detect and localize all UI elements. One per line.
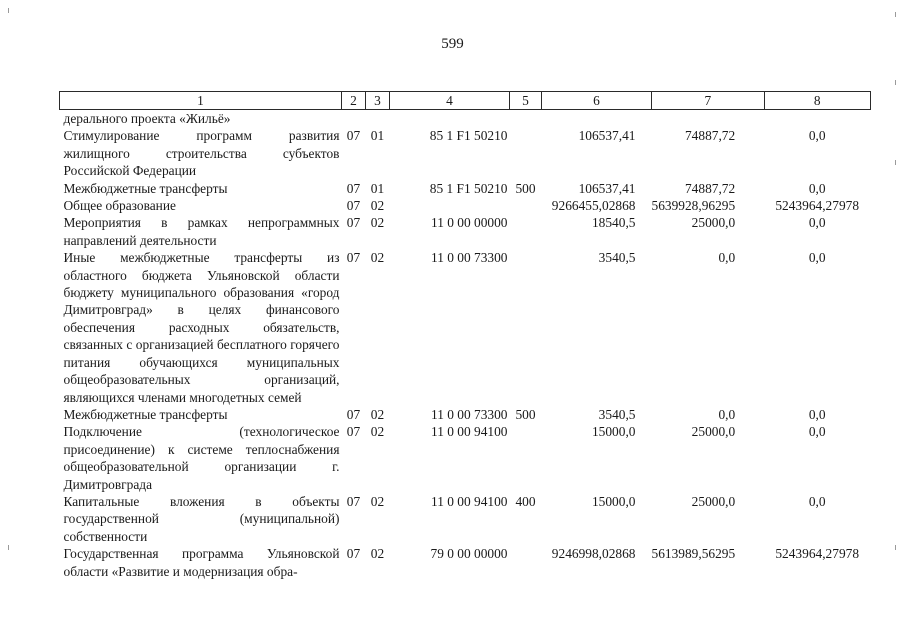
section-code: 07 bbox=[346, 406, 361, 422]
column-header-1: 1 bbox=[60, 92, 342, 110]
amount-col-6: 15000,0 bbox=[591, 493, 636, 509]
subsection-code: 02 bbox=[370, 406, 385, 422]
amount-col-6: 15000,0 bbox=[591, 424, 636, 440]
subsection-code: 02 bbox=[370, 198, 385, 214]
amount-col-7: 25000,0 bbox=[691, 493, 736, 509]
amount-col-7: 74887,72 bbox=[684, 128, 736, 144]
subsection-code: 02 bbox=[370, 250, 385, 266]
amount-col-7: 0,0 bbox=[718, 250, 736, 266]
amount-col-7: 5639928,96295 bbox=[651, 198, 736, 214]
amount-col-7: 74887,72 bbox=[684, 180, 736, 196]
row-name: Стимулирование программ развития жилищного строительства субъектов Российской Федерации bbox=[63, 128, 340, 179]
row-name: Капитальные вложения в объекты государственной (муниципальной) собственности bbox=[63, 493, 340, 544]
amount-col-7: 25000,0 bbox=[691, 424, 736, 440]
expense-type-code bbox=[510, 127, 542, 179]
scan-speck bbox=[8, 545, 9, 550]
scan-speck bbox=[895, 80, 896, 85]
amount-col-8: 0,0 bbox=[808, 180, 826, 196]
amount-col-8: 0,0 bbox=[808, 128, 826, 144]
scan-speck bbox=[8, 8, 9, 13]
page-number: 599 bbox=[441, 36, 464, 52]
column-header-3: 3 bbox=[366, 92, 390, 110]
section-code: 07 bbox=[346, 250, 361, 266]
amount-col-8: 0,0 bbox=[808, 215, 826, 231]
amount-col-7: 25000,0 bbox=[691, 215, 736, 231]
amount-col-7: 0,0 bbox=[718, 406, 736, 422]
amount-col-8: 0,0 bbox=[808, 424, 826, 440]
amount-col-8: 0,0 bbox=[808, 493, 826, 509]
row-name: дерального проекта «Жильё» bbox=[63, 111, 231, 126]
table-row bbox=[60, 110, 871, 128]
amount-col-6: 9246998,02868 bbox=[551, 546, 636, 562]
amount-col-6: 18540,5 bbox=[591, 215, 636, 231]
section-code: 07 bbox=[346, 424, 361, 440]
row-name: Межбюджетные трансферты bbox=[63, 406, 228, 422]
amount-col-6 bbox=[542, 110, 652, 128]
row-name: Общее образование bbox=[63, 198, 176, 214]
target-article-code bbox=[390, 110, 510, 128]
row-name: Мероприятия в рамках непрограммных направлений деятельности bbox=[63, 215, 340, 248]
amount-col-7: 5613989,56295 bbox=[651, 546, 736, 562]
table-row bbox=[60, 127, 871, 179]
subsection-code: 02 bbox=[370, 424, 385, 440]
target-article-code: 85 1 F1 50210 bbox=[429, 128, 508, 144]
table-row bbox=[60, 180, 871, 197]
subsection-code: 01 bbox=[370, 180, 385, 196]
amount-col-8: 0,0 bbox=[808, 406, 826, 422]
column-header-4: 4 bbox=[390, 92, 510, 110]
target-article-code: 11 0 00 73300 bbox=[431, 406, 508, 422]
table-row bbox=[60, 423, 871, 493]
column-header-2: 2 bbox=[342, 92, 366, 110]
subsection-code: 01 bbox=[370, 128, 385, 144]
column-header-6: 6 bbox=[542, 92, 652, 110]
target-article-code: 79 0 00 00000 bbox=[430, 546, 508, 562]
expense-type-code bbox=[510, 214, 542, 249]
table-body bbox=[60, 110, 871, 580]
table-row bbox=[60, 214, 871, 249]
column-header-8: 8 bbox=[764, 92, 870, 110]
row-name: Государственная программа Ульяновской области «Развитие и модернизация обра- bbox=[63, 546, 340, 579]
expense-type-code bbox=[510, 423, 542, 493]
column-header-7: 7 bbox=[652, 92, 765, 110]
expense-type-code bbox=[510, 110, 542, 128]
expense-type-code: 500 bbox=[515, 180, 536, 196]
target-article-code: 85 1 F1 50210 bbox=[429, 180, 508, 196]
table-row bbox=[60, 406, 871, 423]
target-article-code: 11 0 00 94100 bbox=[431, 493, 508, 509]
amount-col-6: 9266455,02868 bbox=[551, 198, 636, 214]
amount-col-8 bbox=[764, 110, 870, 128]
subsection-code: 02 bbox=[370, 215, 385, 231]
expense-type-code bbox=[510, 249, 542, 406]
row-name: Межбюджетные трансферты bbox=[63, 180, 228, 196]
expense-type-code: 400 bbox=[515, 493, 536, 509]
section-code: 07 bbox=[346, 215, 361, 231]
subsection-code: 02 bbox=[370, 493, 385, 509]
expense-type-code: 500 bbox=[515, 406, 536, 422]
row-name: Подключение (технологическое присоединение) к системе теплоснабжения общеобразовательной организации г. Димитровграда bbox=[63, 424, 340, 492]
amount-col-6: 3540,5 bbox=[598, 406, 636, 422]
scan-speck bbox=[895, 545, 896, 550]
section-code: 07 bbox=[346, 180, 361, 196]
table-row bbox=[60, 249, 871, 406]
column-header-5: 5 bbox=[510, 92, 542, 110]
target-article-code bbox=[390, 197, 510, 214]
amount-col-6: 3540,5 bbox=[598, 250, 636, 266]
target-article-code: 11 0 00 00000 bbox=[431, 215, 508, 231]
section-code: 07 bbox=[346, 493, 361, 509]
table-row bbox=[60, 493, 871, 545]
amount-col-8: 5243964,27978 bbox=[775, 198, 860, 214]
expense-type-code bbox=[510, 545, 542, 580]
section-code: 07 bbox=[346, 128, 361, 144]
subsection-code: 02 bbox=[370, 546, 385, 562]
amount-col-6: 106537,41 bbox=[578, 128, 636, 144]
budget-table bbox=[59, 91, 871, 580]
amount-col-6: 106537,41 bbox=[578, 180, 636, 196]
amount-col-7 bbox=[652, 110, 765, 128]
target-article-code: 11 0 00 73300 bbox=[431, 250, 508, 266]
section-code: 07 bbox=[346, 546, 361, 562]
table-row bbox=[60, 197, 871, 214]
subsection-code bbox=[366, 110, 390, 128]
row-name: Иные межбюджетные трансферты из областного бюджета Ульяновской области бюджету муниципального образования «город Димитровград» в целях финансового обеспечения расходных обязательств, связанных с организацией бесплатного горячего питания обучающихся муниципальных общеобразовательных организаций, являющихся членами многодетных семей bbox=[63, 250, 340, 405]
amount-col-8: 0,0 bbox=[808, 250, 826, 266]
target-article-code: 11 0 00 94100 bbox=[431, 424, 508, 440]
scan-speck bbox=[895, 12, 896, 17]
section-code: 07 bbox=[346, 198, 361, 214]
section-code bbox=[342, 110, 366, 128]
expense-type-code bbox=[510, 197, 542, 214]
table-row bbox=[60, 545, 871, 580]
scan-speck bbox=[895, 160, 896, 165]
amount-col-8: 5243964,27978 bbox=[775, 546, 860, 562]
column-number-header-row bbox=[60, 92, 871, 110]
